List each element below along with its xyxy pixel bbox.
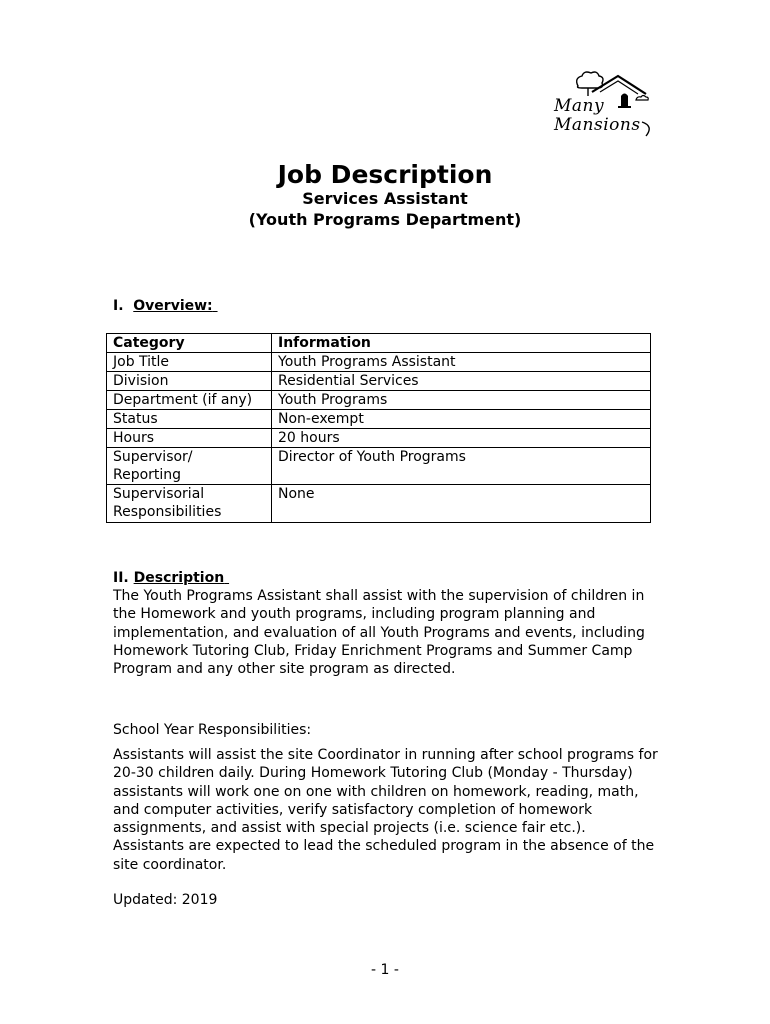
description-number: II.: [113, 570, 129, 586]
table-cell-category: Supervisor/ Reporting: [107, 448, 272, 485]
page-number: - 1 -: [371, 962, 399, 978]
logo-text-line1: Many: [554, 96, 605, 116]
table-row: [107, 372, 651, 391]
table-cell-info: None: [272, 485, 651, 523]
table-row: [107, 429, 651, 448]
table-cell-info: Non-exempt: [272, 410, 651, 429]
table-header-row: [107, 334, 651, 353]
description-heading-text: Description: [133, 570, 225, 586]
table-header-category: Category: [107, 334, 272, 353]
table-cell-info: 20 hours: [272, 429, 651, 448]
document-subtitle: Services Assistant: [302, 189, 468, 208]
table-cell-category: Department (if any): [107, 391, 272, 410]
table-cell-category: Division: [107, 372, 272, 391]
table-cell-category: Hours: [107, 429, 272, 448]
description-intro: The Youth Programs Assistant shall assist with the supervision of children in the Homework and youth programs, including program planning and implementation, and evaluation of all Youth Programs and events, including Homework Tutoring Club, Friday Enrichment Programs and Summer Camp Program and any other site program as directed.: [113, 588, 645, 678]
table-row: [107, 448, 651, 485]
table-cell-category: Supervisorial Responsibilities: [107, 485, 272, 523]
table-row: [107, 391, 651, 410]
overview-heading: [113, 297, 218, 315]
updated-date: Updated: 2019: [113, 892, 218, 908]
school-year-text: Assistants will assist the site Coordinator in running after school programs for 20-30 children daily. During Homework Tutoring Club (Monday - Thursday) assistants will work one on one with children on homework, reading, math, and computer activities, verify satisfactory completion of homework assignments, and assist with special projects (i.e. science fair etc.). Assistants are expected to lead the scheduled program in the absence of the site coordinator.: [113, 747, 658, 873]
overview-heading-text: Overview:: [133, 298, 213, 314]
table-row: [107, 485, 651, 523]
table-cell-info: Youth Programs Assistant: [272, 353, 651, 372]
table-row: [107, 353, 651, 372]
overview-number: I.: [113, 298, 124, 314]
table-row: [107, 410, 651, 429]
document-department: (Youth Programs Department): [248, 210, 522, 229]
table-cell-info: Residential Services: [272, 372, 651, 391]
table-cell-info: Youth Programs: [272, 391, 651, 410]
school-year-label: School Year Responsibilities:: [113, 722, 312, 738]
table-cell-info: Director of Youth Programs: [272, 448, 651, 485]
table-cell-category: Status: [107, 410, 272, 429]
document-title: Job Description: [277, 160, 493, 189]
logo-text-line2: Mansions: [554, 115, 641, 135]
table-cell-category: Job Title: [107, 353, 272, 372]
overview-table: [106, 333, 651, 523]
description-heading: [113, 569, 229, 587]
company-logo: [548, 70, 660, 142]
table-header-information: Information: [272, 334, 651, 353]
